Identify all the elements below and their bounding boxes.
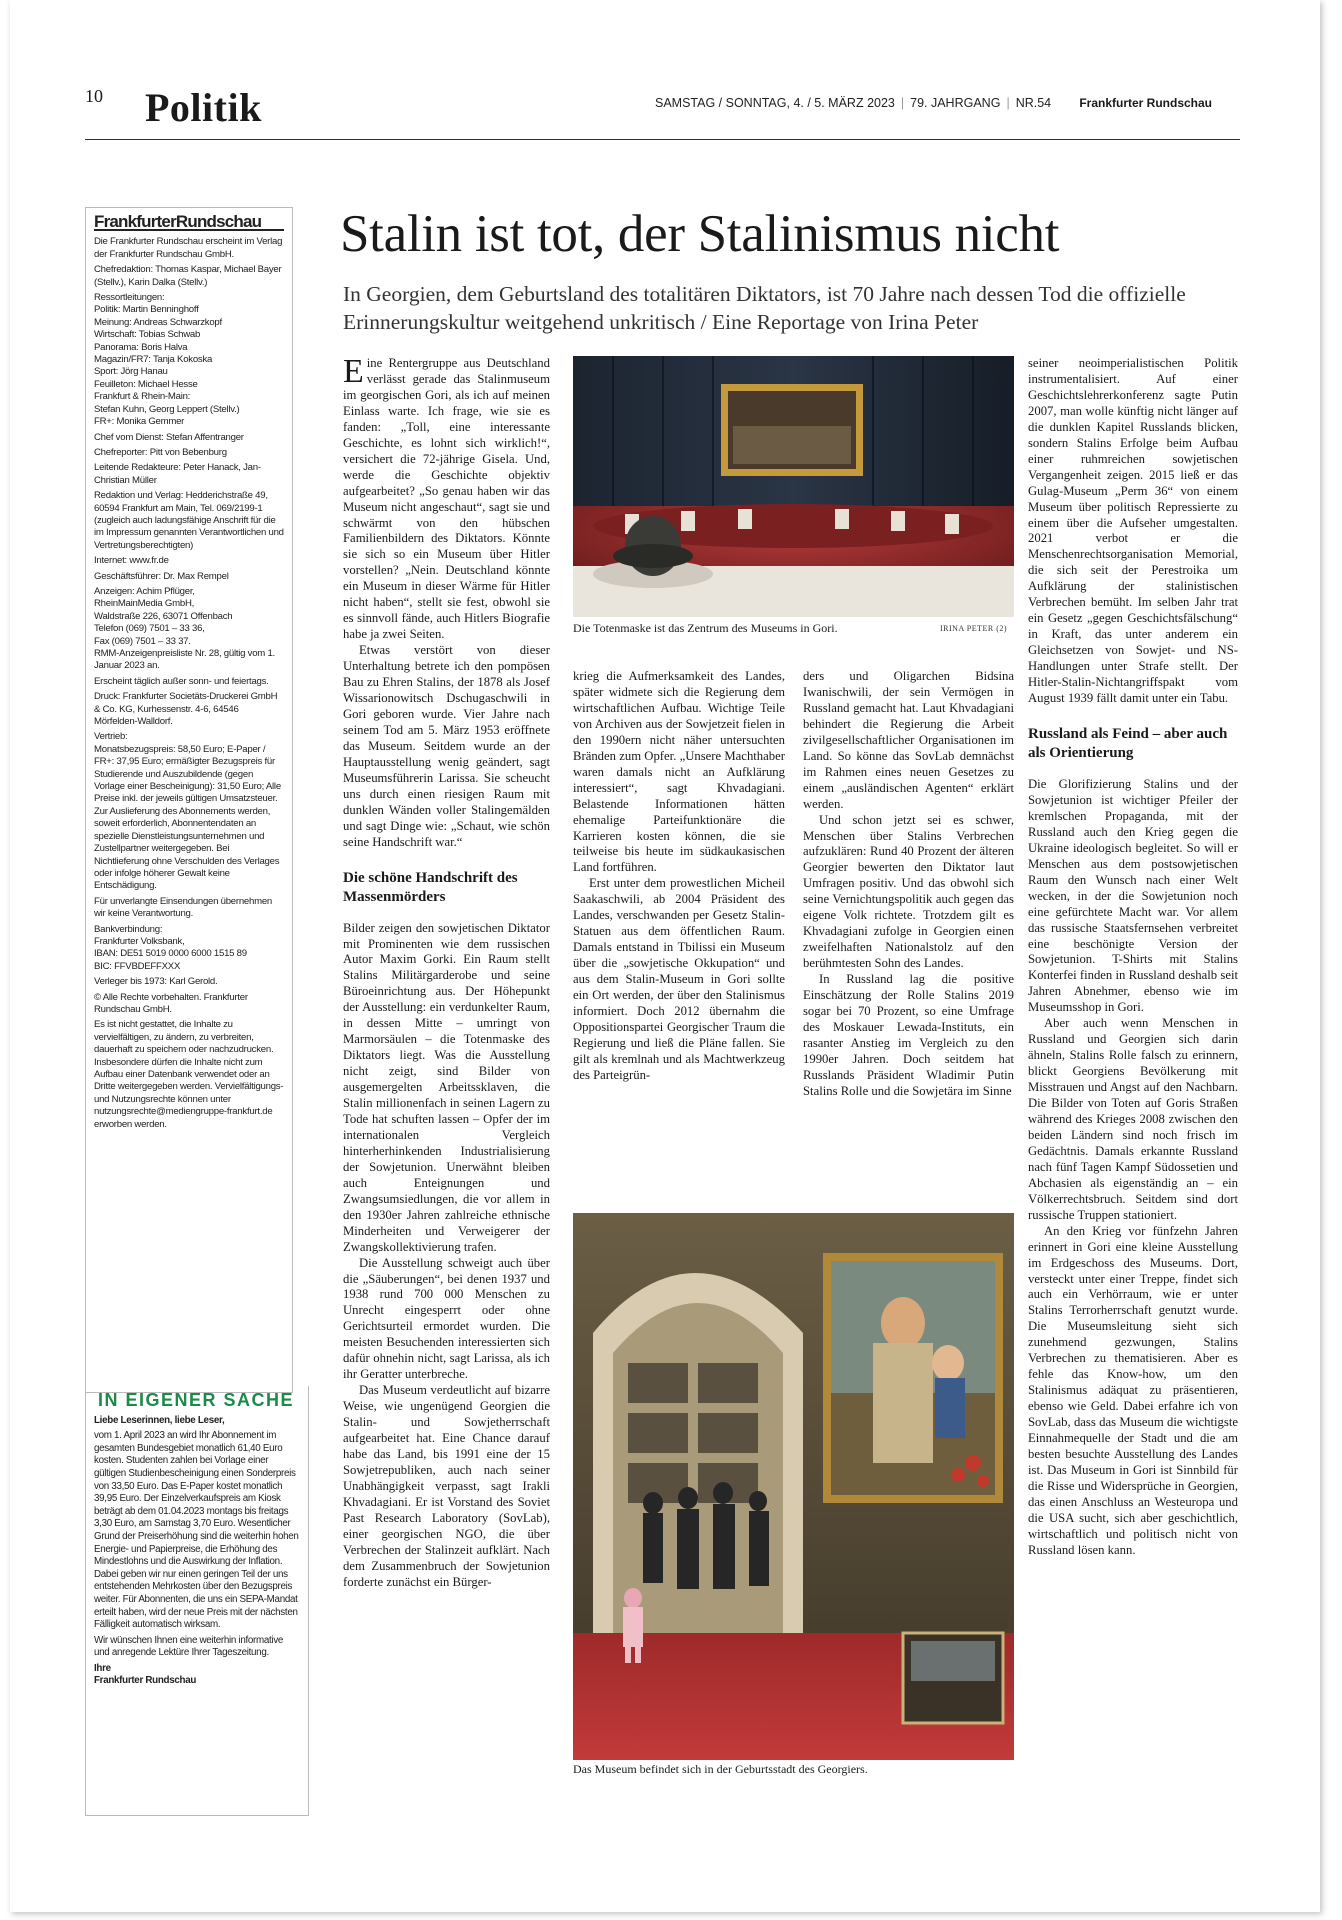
article-paragraph: Die Ausstellung schweigt auch über die „Säuberungen“, bei denen 1937 und 1938 rund 700 000 Menschen zu Unrecht eingesperrt oder ohne Gerichtsurteil ermordet wurden. Die meisten Besuchenden interessierten sich dafür ohnehin nicht, sagt Larissa, als ich ihr Geratter unterbreche. <box>343 1255 550 1382</box>
article-paragraph: Aber auch wenn Menschen in Russland und Georgien sich darin ähneln, Stalins Rolle falsch zu erinnern, blickt Georgiens Bevölkerung mit Misstrauen und Angst auf den Nachbarn. Die Bilder von Toten auf Goris Straßen während des Krieges 2008 zwischen den beiden Ländern sind noch frisch im Gedächtnis. Damals erkannte Russland nach fünf Tagen Kampf Südossetien und Abchasien als eigenständig an – ein Völkerrechtsbruch. Seitdem sind dort russische Truppen stationiert. <box>1028 1016 1238 1222</box>
impressum-text: Vertrieb: Monatsbezugspreis: 58,50 Euro; E-Paper / FR+: 37,95 Euro; ermäßigter Bezugspreis für Studierende und Auszubildende (gegen Vorlage einer Bescheinigung): 31,50 Euro; Alle Preise inkl. der jeweils gültigen Umsatzsteuer. Zur Auslieferung des Abonnements werden, soweit erforderlich, Abonnentendaten an spezielle Dienstleistungsunternehmen und Zustellpartner weitergegeben. Bei Nichtlieferung ohne Verschulden des Verlages oder infolge höherer Gewalt keine Entschädigung. <box>94 731 281 892</box>
article-headline: Stalin ist tot, der Stalinismus nicht <box>340 205 1060 263</box>
impressum-text: Internet: www.fr.de <box>94 555 169 567</box>
impressum-text: Druck: Frankfurter Societäts-Druckerei GmbH & Co. KG, Kurhessenstr. 4-6, 64546 Mörfelden-Walldorf. <box>94 691 278 728</box>
brand-logo: FrankfurterRundschau <box>94 216 284 231</box>
death-mask-image <box>573 356 1014 617</box>
notice-title: IN EIGENER SACHE <box>98 1390 295 1410</box>
notice-signature: Frankfurter Rundschau <box>94 1675 197 1687</box>
article-paragraph: In Russland lag die positive Einschätzung der Rolle Stalins 2019 sogar bei 70 Prozent, so eine Umfrage des Moskauer Lewada-Instituts, ein rasanter Anstieg im Vergleich zu den 1990er Jahren. Doch seitdem hat Russlands Präsident Wladimir Putin Stalins Rolle und die Sowjetära im Sinne <box>803 972 1014 1098</box>
impressum-text: Ressortleitungen: Politik: Martin Benninghoff Meinung: Andreas Schwarzkopf Wirtschaft: Tobias Schwab Panorama: Boris Halva Magazin/FR7: Tanja Kokoska Sport: Jörg Hanau Feuilleton: Michael Hesse Frankfurt & Rhein-Main: Stefan Kuhn, Georg Leppert (Stellv.) FR+: Monika Gemmer <box>94 292 240 428</box>
photo-credit: IRINA PETER (2) <box>940 624 1008 633</box>
impressum-text: Bankverbindung: Frankfurter Volksbank, IBAN: DE51 5019 0000 6000 1515 89 BIC: FFVBDEFFXXX <box>94 923 247 972</box>
impressum-text: Anzeigen: Achim Pflüger, RheinMainMedia GmbH, Waldstraße 226, 63071 Offenbach Telefon (069) 7501 – 33 36, Fax (069) 7501 – 33 37. RMM-Anzeigenpreisliste Nr. 28, gültig vom 1. Januar 2023 an. <box>94 585 275 672</box>
impressum-box <box>85 207 293 1393</box>
photo-museum-interior <box>573 1213 1014 1760</box>
impressum-text: Für unverlangte Einsendungen übernehmen wir keine Verantwortung. <box>94 895 272 920</box>
header-rule <box>85 139 1240 140</box>
volume: 79. JAHRGANG <box>910 96 1001 110</box>
issue-number: NR.54 <box>1015 96 1052 110</box>
photo2-caption: Das Museum befindet sich in der Geburtsstadt des Georgiers. <box>573 1762 868 1776</box>
article-paragraph: ders und Oligarchen Bidsina Iwanischwili, der sein Vermögen in Russland gemacht hat. Laut Khvadagiani behindert die Regierung die Arbeit zivilgesellschaftlicher Organisationen im Land. So könne das SovLab demnächst im Rahmen eines neuen Gesetzes zu einem „ausländischen Agenten“ erklärt werden. <box>803 669 1014 811</box>
impressum-text: Geschäftsführer: Dr. Max Rempel <box>94 570 229 582</box>
page-number: 10 <box>85 86 103 106</box>
notice-text: Wir wünschen Ihnen eine weiterhin informative und anregende Lektüre Ihrer Tageszeitung. <box>94 1634 284 1659</box>
impressum-text: Redaktion und Verlag: Hedderichstraße 49, 60594 Frankfurt am Main, Tel. 069/2199-1 (zugleich auch ladungsfähige Anschrift für die im Impressum genannten Verantwortlichen und Vertretungsberechtigten) <box>94 490 284 551</box>
impressum-text: Leitende Redakteure: Peter Hanack, Jan-Christian Müller <box>94 462 261 486</box>
in-eigener-sache-box <box>85 1386 309 1816</box>
article-paragraph: Eine Rentergruppe aus Deutschland verlässt gerade das Stalinmuseum im georgischen Gori, als ich auf meinen Einlass warte. Ich frage, wie sie es fanden: „Toll, eine interessante Geschichte, es lohnt sich wirklich!“, versichert die 72-jährige Gisela. Und, werde die Geschichte objektiv aufgearbeitet? „So genau haben wir das Museum nicht angeschaut“, sagt sie und schwärmt von den hübschen Familienbildern des Diktators. Könnte sie sich so ein Museum über Hitler vorstellen? „Nein. Deutschland könnte ein Museum in dieser Wärme für Hitler nicht haben“, stellt sie fest, obwohl sie es sinnvoll fände, auch Hitlers Biografie habe ja zwei Seiten. <box>343 353 550 642</box>
article-paragraph: An den Krieg vor fünfzehn Jahren erinnert in Gori eine kleine Ausstellung im Erdgeschoss des Museums. Dort, versteckt unter einer Treppe, findet sich auch ein Verhörraum, wie er unter Stalins Terrorherrschaft genutzt wurde. Die Museumsleitung sieht sich zunehmend gezwungen, Stalins Verbrechen zu thematisieren. Aber es fehle das Know-how, um den Stalinismus adäquat zu präsentieren, ebenso wie Geld. Dabei erfahre ich von SovLab, dass das Museum die wichtigste Einnahmequelle der Stadt und die am besten besuchte Ausstellung des Landes ist. Das Museum in Gori ist Sinnbild für die Risse und Widersprüche in Georgien, das einen Anschluss an Westeuropa und die USA sucht, sich aber geschichtlich, wirtschaftlich und politisch nicht von Russland lösen kann. <box>1028 1223 1238 1557</box>
article-deck: In Georgien, dem Geburtsland des totalitären Diktators, ist 70 Jahre nach dessen Tod die offizielle Erinnerungskultur weitgehend unkritisch / Eine Reportage von Irina Peter <box>343 282 1186 334</box>
subheading: Die schöne Handschrift des Massenmörders <box>343 869 518 905</box>
article-paragraph: Und schon jetzt sei es schwer, Menschen über Stalins Verbrechen aufzuklären: Rund 40 Prozent der älteren Georgier bewerten den Diktator laut Umfragen positiv. Und das obwohl sich seine Vernichtungspolitik auch gegen das eigene Volk richtete. Trotzdem gilt es Khvadagiani zufolge in Georgien einen zweifelhaften Nationalstolz auf den berühmtesten Sohn des Landes. <box>803 812 1014 971</box>
notice-text: vom 1. April 2023 an wird Ihr Abonnement im gesamten Bundesgebiet monatlich 61,40 Euro kosten. Studenten zahlen bei Vorlage einer gültigen Studienbescheinigung einen Sonderpreis von 33,50 Euro. Das E-Paper kostet monatlich 39,95 Euro. Der Einzelverkaufspreis am Kiosk beträgt ab dem 01.04.2023 montags bis freitags 3,30 Euro, am Samstag 3,70 Euro. Wesentlicher Grund der Preiserhöhung sind die weiterhin hohen Energie- und Papierpreise, die Erhöhung des Mindestlohns und die Auswirkung der Inflation. Dabei geben wir nur einen geringen Teil der uns entstehenden Mehrkosten über den Bezugspreis weiter. Für Abonnenten, die uns ein SEPA-Mandat erteilt haben, wird der neue Preis mit der nächsten Fälligkeit automatisch wirksam. <box>94 1430 299 1631</box>
article-paragraph: Die Glorifizierung Stalins und der Sowjetunion ist wichtiger Pfeiler der kremlschen Propaganda, mit der Russland auch den Krieg gegen die Ukraine ideologisch begleitet. So will er Menschen aus dem postsowjetischen Raum den Wunsch nach einer Welt wecken, in der die Sowjetunion noch eine gefürchtete Macht war. Vor allem das russische Staatsfernsehen verbreitet eine beschönigte Version der Sowjetunion. T-Shirts mit Stalins Konterfei finden in Russland deshalb seit Jahren Abnehmer, ebenso wie im Museumsshop in Gori. <box>1028 776 1238 1015</box>
impressum-text: Chefredaktion: Thomas Kaspar, Michael Bayer (Stellv.), Karin Dalka (Stellv.) <box>94 264 282 288</box>
impressum-text: Die Frankfurter Rundschau erscheint im Verlag der Frankfurter Rundschau GmbH. <box>94 236 283 260</box>
header-brand: Frankfurter Rundschau <box>1079 96 1212 110</box>
impressum-text: Es ist nicht gestattet, die Inhalte zu vervielfältigen, zu ändern, zu verbreiten, dauerhaft zu speichern oder nachzudrucken. Insbesondere dürfen die Inhalte nicht zum Aufbau einer Datenbank verwendet oder an Dritte weitergegeben werden. Vervielfältigungs- und Nutzungsrechte können unter nutzungsrechte@mediengruppe-frankfurt.de erworben werden. <box>94 1019 284 1130</box>
newspaper-page <box>10 0 1320 1912</box>
article-paragraph: Etwas verstört von dieser Unterhaltung betrete ich den pompösen Bau zu Ehren Stalins, der 1878 als Josef Wissarionowitsch Dschugaschwili in Gori geboren wurde. Vier Jahre nach seinem Tod am 5. März 1953 eröffnete das Museum. Seitdem wurde an der Hauptausstellung wenig geändert, sagt Museumsführerin Larissa. Sie scheucht uns durch einen riesigen Raum mit dunklen Wänden voller Stalingemälden und sagt Dinge wie: „Schaut, wie schön seine Handschrift war.“ <box>343 643 550 849</box>
impressum-text: Chef vom Dienst: Stefan Affentranger <box>94 431 244 443</box>
impressum-text: © Alle Rechte vorbehalten. Frankfurter Rundschau GmbH. <box>94 991 248 1015</box>
issue-date: SAMSTAG / SONNTAG, 4. / 5. MÄRZ 2023 <box>655 96 895 110</box>
article-paragraph: seiner neoimperialistischen Politik instrumentalisiert. Auf einer Geschichtslehrerkonferenz sagte Putin 2007, man wolle künftig nicht länger auf die dunklen Kapitel Russlands blicken, sondern Stalins Erfolge beim Aufbau einer ruhmreichen sowjetischen Vergangenheit zeigen. 2015 ließ er das Gulag-Museum „Perm 36“ von einem Museum über politisch Repressierte zu einem über die Aufseher umgestalten. 2021 verbot er die Menschenrechtsorganisation Memorial, die sich seit der Perestroika um Aufklärung der stalinistischen Verbrechen bemüht. Im selben Jahr trat ein Gesetz „gegen Geschichtsfälschung“ in Kraft, das unter anderem ein Gleichsetzen von Sowjet- und NS-Handlungen unter Strafe stellt. Der Hitler-Stalin-Nichtangriffspakt vom August 1939 fällt damit unter ein Tabu. <box>1028 356 1238 706</box>
dateline: SAMSTAG / SONNTAG, 4. / 5. MÄRZ 2023 | 79. JAHRGANG | NR.54 <box>655 96 1052 110</box>
article-column-1 <box>343 353 550 1591</box>
impressum-text: Chefreporter: Pitt von Bebenburg <box>94 446 227 458</box>
notice-greeting: Liebe Leserinnen, liebe Leser, <box>94 1414 225 1426</box>
impressum-text: Verleger bis 1973: Karl Gerold. <box>94 976 218 988</box>
impressum-text: Erscheint täglich außer sonn- und feiertags. <box>94 675 269 687</box>
article-column-2 <box>573 669 785 1084</box>
photo1-caption: Die Totenmaske ist das Zentrum des Museums in Gori. <box>573 621 838 635</box>
section-title: Politik <box>145 85 262 130</box>
article-paragraph: krieg die Aufmerksamkeit des Landes, später widmete sich die Regierung dem wirtschaftlichen Aufbau. Wichtige Teile von Archiven aus der Sowjetzeit fielen in den 1990ern nicht näher untersuchten Bränden zum Opfer. „Unsere Machthaber waren damals nicht an Aufklärung interessiert“, sagt Khvadagiani. Belastende Informationen hätten ehemalige Parteifunktionäre die Karrieren kosten können, die sie teilweise bis heute im südkaukasischen Land fortführen. <box>573 669 785 875</box>
article-paragraph: Erst unter dem prowestlichen Micheil Saakaschwili, ab 2004 Präsident des Landes, verschwanden per Gesetz Stalin-Statuen aus dem öffentlichen Raum. Damals entstand in Tbilissi ein Museum über die „sowjetische Okkupation“ und aus dem Stalin-Museum in Gori sollte ein Ort werden, der über den Stalinismus informiert. Doch 2012 übernahm die Oppositionspartei Georgischer Traum die Regierung und ließ die Pläne fallen. Sie gilt als kremlnah und als Machtwerkzeug des Parteigrün- <box>573 876 785 1082</box>
article-column-4 <box>1028 356 1238 1559</box>
photo-death-mask <box>573 356 1014 617</box>
notice-closing: Ihre <box>94 1662 111 1674</box>
subheading: Russland als Feind – aber auch als Orientierung <box>1028 725 1228 761</box>
museum-interior-image <box>573 1213 1014 1760</box>
article-paragraph: Das Museum verdeutlicht auf bizarre Weise, wie ungenügend Georgien die Stalin- und Sowjetherrschaft aufgearbeitet hat. Eine Chance darauf habe das Land, bis 1991 eine der 15 Sowjetrepubliken, auch nach seiner Unabhängigkeit verpasst, sagt Irakli Khvadagiani. Er ist Vorstand des Soviet Past Research Laboratory (SovLab), einer georgischen NGO, die über Verbrechen der Stalinzeit aufklärt. Nach dem Zusammenbruch der Sowjetunion forderte zunächst ein Bürger- <box>343 1383 550 1589</box>
article-column-3 <box>803 669 1014 1100</box>
article-paragraph: Bilder zeigen den sowjetischen Diktator mit Prominenten wie dem russischen Autor Maxim Gorki. Ein Raum stellt Stalins Militärgarderobe und seine Büroeinrichtung aus. Der Höhepunkt der Ausstellung: ein verdunkelter Raum, in dessen Mitte – umringt von Marmorsäulen – die Totenmaske des Diktators liegt. Was die Ausstellung nicht zeigt, sind Bilder von ausgemergelten Arbeitssklaven, die Stalin millionenfach in seinen Lagern zu Tode hat schuften lassen – Opfer der im internationalen Vergleich hinterherhinkenden Industrialisierung der Sowjetunion. Unerwähnt bleiben auch Enteignungen und Zwangsumsiedlungen, die vor allem in den 1930er Jahren zahlreiche ethnische Minderheiten und Verweigerer der Zwangskollektivierung trafen. <box>343 920 550 1254</box>
